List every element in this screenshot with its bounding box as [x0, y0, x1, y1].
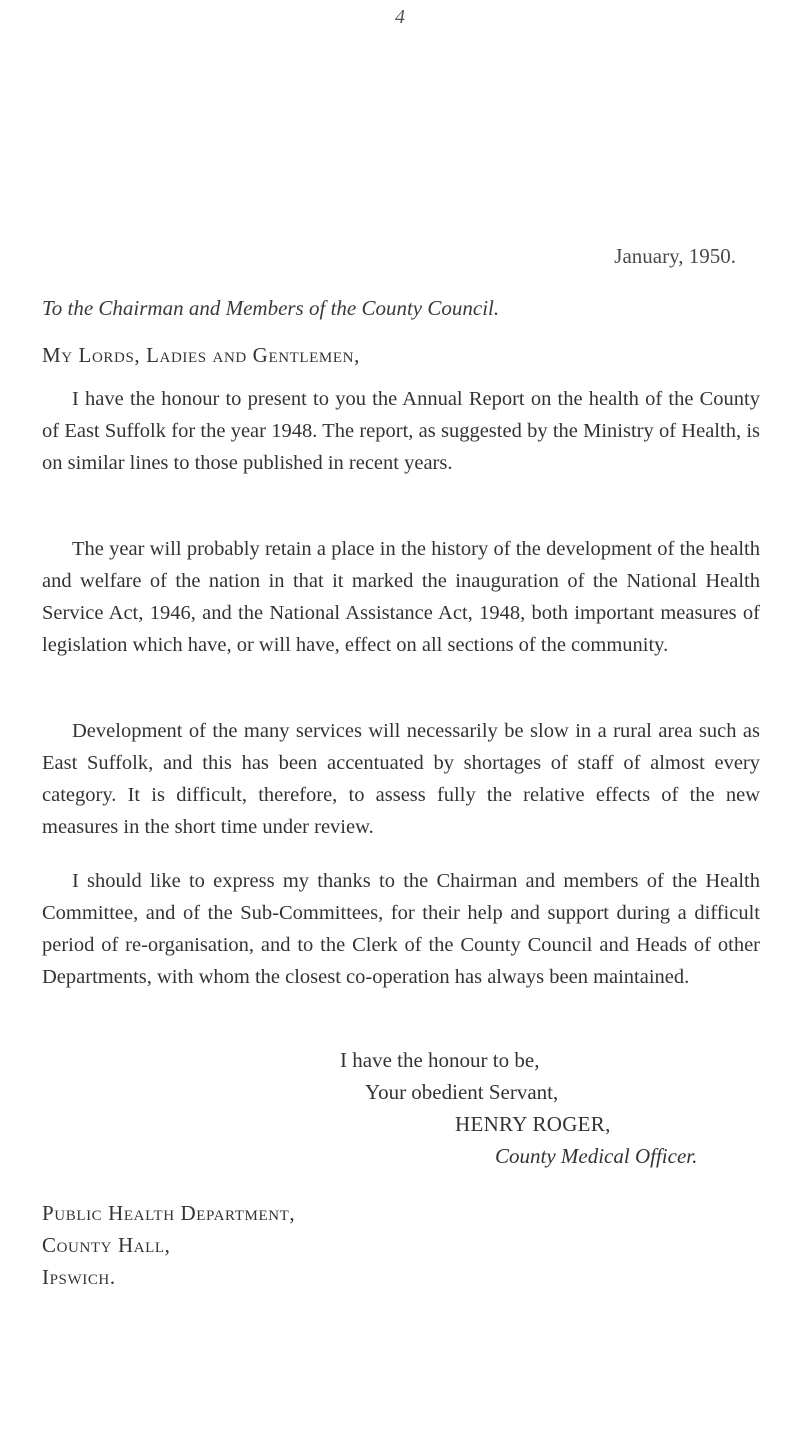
paragraph-3-block — [42, 715, 760, 843]
closing-line-honour: I have the honour to be, — [340, 1048, 540, 1072]
page-number: 4 — [395, 6, 405, 28]
paragraph: Development of the many services will necessarily be slow in a rural area such as East Suffolk, and this has been accentuated by shortages of staff of almost every category. It is difficult, therefore, to assess fully the relative effects of the new measures in the short time under review. — [42, 720, 760, 838]
paragraph: The year will probably retain a place in the history of the development of the health and welfare of the nation in that it marked the inauguration of the National Health Service Act, 1946, and the National Assistance Act, 1948, both important measures of legislation which have, or will have, effect on all sections of the community. — [42, 538, 760, 656]
paragraph-1-block — [42, 383, 760, 479]
address-line-town: Ipswich. — [42, 1265, 116, 1289]
paragraph-4-block — [42, 865, 760, 993]
addressee-line: To the Chairman and Members of the County Council. — [42, 296, 500, 320]
salutation: My Lords, Ladies and Gentlemen, — [42, 343, 360, 367]
letter-date: January, 1950. — [614, 244, 736, 268]
address-line-building: County Hall, — [42, 1233, 171, 1257]
sender-address — [42, 1197, 295, 1293]
paragraph-2-block — [42, 533, 760, 661]
address-line-department: Public Health Department, — [42, 1201, 296, 1225]
signatory-name: HENRY ROGER, — [455, 1112, 611, 1136]
paragraph: I should like to express my thanks to the Chairman and members of the Health Committee, and of the Sub-Committees, for their help and support during a difficult period of re-organisation, and to the Clerk of the County Council and Heads of other Departments, with whom the closest co-operation has always been maintained. — [42, 870, 760, 988]
closing-line-servant: Your obedient Servant, — [365, 1080, 559, 1104]
signatory-title: County Medical Officer. — [495, 1144, 698, 1168]
paragraph: I have the honour to present to you the Annual Report on the health of the County of East Suffolk for the year 1948. The report, as suggested by the Ministry of Health, is on similar lines to those published in recent years. — [42, 388, 760, 474]
